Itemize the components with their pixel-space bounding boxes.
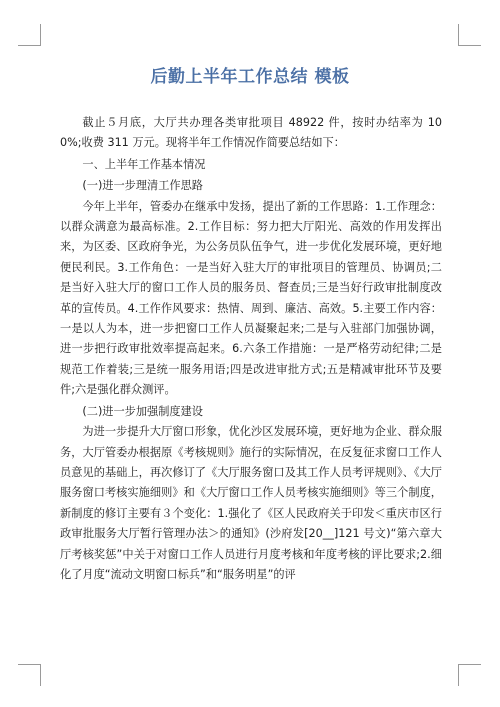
crop-mark-bottom-left xyxy=(18,664,40,665)
crop-mark-top-left xyxy=(40,24,41,46)
intro-paragraph: 截止５月底，大厅共办理各类审批项目 48922 件，按时办结率为 100%;收费 311 万元。现将半年工作情况作简要总结如下： xyxy=(60,116,442,150)
section-heading: 一、上半年工作基本情况 xyxy=(82,157,206,171)
crop-mark-bottom-right xyxy=(458,664,459,686)
document-body xyxy=(60,113,442,585)
body-paragraph: 今年上半年，管委办在继承中发扬，提出了新的工作思路：1.工作理念：以群众满意为最高标准。2.工作目标：努力把大厅阳光、高效的作用发挥出来，为区委、区政府争光，为公务员队伍争气，进一步优化发展环境，更好地便民利民。3.工作角色：一是当好入驻大厅的审批项目的管理员、协调员;二是当好入驻大厅的窗口工作人员的服务员、督查员;三是当好行政审批制度改革的宣传员。4.工作作风要求：热情、周到、廉洁、高效。5.主要工作内容：一是以人为本，进一步把窗口工作人员凝聚起来;二是与入驻部门加强协调，进一步把行政审批效率提高起来。6.六条工作措施：一是严格劳动纪律;二是规范工作着装;三是统一服务用语;四是改进审批方式;五是精减审批环节及要件;六是强化群众测评。 xyxy=(60,199,442,397)
document-title: 后勤上半年工作总结 模板 xyxy=(150,67,350,87)
subsection-heading: (一)进一步理清工作思路 xyxy=(82,179,203,193)
subsection-heading: (二)进一步加强制度建设 xyxy=(82,404,203,418)
crop-mark-bottom-left xyxy=(40,664,41,686)
body-paragraph: 为进一步提升大厅窗口形象，优化沙区发展环境，更好地为企业、群众服务，大厅管委办根据原《考核规则》施行的实际情况，在反复征求窗口工作人员意见的基础上，再次修订了《大厅服务窗口及其工作人员考评规则》、《大厅服务窗口考核实施细则》和《大厅窗口工作人员考核实施细则》等三个制度，新制度的修订主要有３个变化：1.强化了《区人民政府关于印发＜重庆市区行政审批服务大厅暂行管理办法＞的通知》(沙府发[20__]121 号文)“第六章大厅考核奖惩”中关于对窗口工作人员进行月度考核和年度考核的评比要求;2.细化了月度“流动文明窗口标兵”和“服务明星”的评 xyxy=(60,425,442,581)
crop-mark-top-right xyxy=(459,45,481,46)
crop-mark-top-left xyxy=(18,45,40,46)
crop-mark-bottom-right xyxy=(459,664,481,665)
crop-mark-top-right xyxy=(458,24,459,46)
